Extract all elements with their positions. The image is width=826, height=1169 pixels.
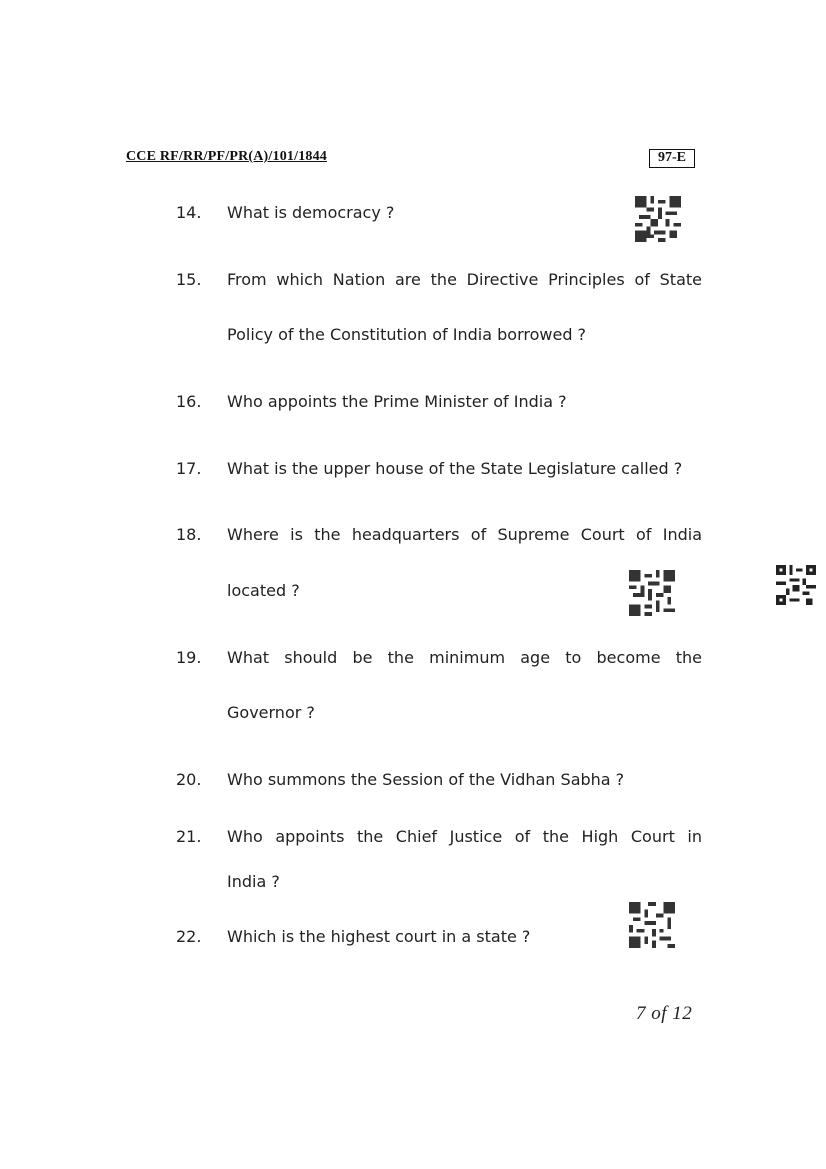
question-text: What is the upper house of the State Legislature called ? [227, 459, 683, 478]
question-text: Where is the headquarters of Supreme Court of India [227, 525, 702, 544]
question-text: What is democracy ? [227, 203, 395, 222]
question-text: What should be the minimum age to become the [227, 648, 702, 667]
question-number: 15. [176, 270, 202, 289]
question-text: Which is the highest court in a state ? [227, 927, 531, 946]
question-number: 16. [176, 392, 202, 411]
question-number: 19. [176, 648, 202, 667]
question-text: From which Nation are the Directive Principles of State [227, 270, 702, 289]
question-text-continued: Policy of the Constitution of India borrowed ? [227, 325, 587, 344]
question-text-continued: located ? [227, 581, 300, 600]
question-number: 17. [176, 459, 202, 478]
question-number: 18. [176, 525, 202, 544]
qr-code-icon [635, 196, 681, 242]
qr-code-icon [776, 565, 816, 605]
exam-code: CCE RF/RR/PF/PR(A)/101/1844 [126, 149, 327, 164]
question-number: 14. [176, 203, 202, 222]
question-text: Who appoints the Prime Minister of India ? [227, 392, 567, 411]
qr-code-icon [629, 902, 675, 948]
question-text: Who summons the Session of the Vidhan Sabha ? [227, 770, 625, 789]
qr-code-icon [629, 570, 675, 616]
question-number: 22. [176, 927, 202, 946]
question-text-continued: India ? [227, 872, 280, 891]
question-text: Who appoints the Chief Justice of the High Court in [227, 827, 702, 846]
question-number: 21. [176, 827, 202, 846]
page-number: 7 of 12 [636, 1003, 693, 1024]
question-text-continued: Governor ? [227, 703, 315, 722]
question-number: 20. [176, 770, 202, 789]
paper-code-box: 97-E [649, 149, 695, 168]
